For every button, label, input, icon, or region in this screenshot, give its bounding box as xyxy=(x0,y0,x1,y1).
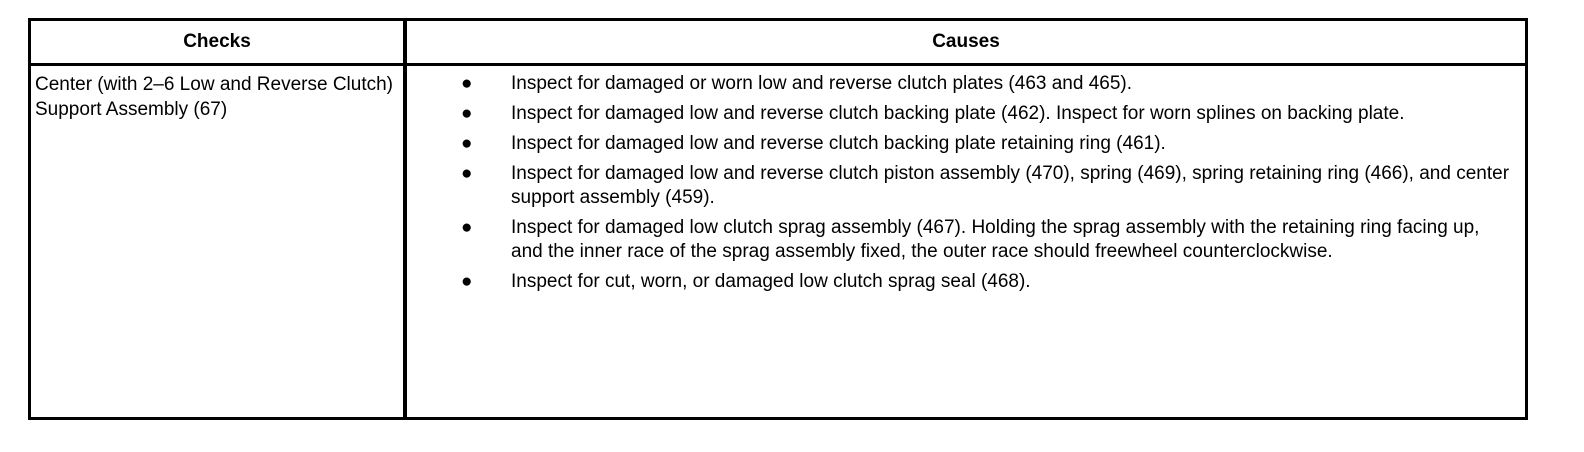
causes-column-header: Causes xyxy=(405,21,1525,65)
table-header-row xyxy=(31,21,1525,65)
cause-text: Inspect for damaged low and reverse clutch piston assembly (470), spring (469), spring retaining ring (466), and center support assembly (459). xyxy=(511,163,1510,208)
cause-item xyxy=(407,72,1515,96)
causes-cell xyxy=(405,65,1525,418)
cause-text: Inspect for cut, worn, or damaged low clutch sprag seal (468). xyxy=(511,271,1031,292)
check-cell: Center (with 2–6 Low and Reverse Clutch) Support Assembly (67) xyxy=(31,65,405,418)
cause-item xyxy=(407,132,1515,156)
cause-text: Inspect for damaged low clutch sprag assembly (467). Holding the sprag assembly with the retaining ring facing up, and the inner race of the sprag assembly fixed, the outer race should freewheel counterclockwise. xyxy=(511,217,1480,262)
cause-text: Inspect for damaged low and reverse clutch backing plate retaining ring (461). xyxy=(511,133,1166,154)
causes-list xyxy=(407,72,1515,294)
table-row xyxy=(31,65,1525,418)
diagnostic-table xyxy=(28,18,1528,420)
cause-item xyxy=(407,102,1515,126)
bullet-icon: ● xyxy=(461,271,473,292)
cause-item xyxy=(407,216,1515,264)
cause-text: Inspect for damaged low and reverse clutch backing plate (462). Inspect for worn splines on backing plate. xyxy=(511,103,1405,124)
bullet-icon: ● xyxy=(461,133,473,154)
checks-column-header: Checks xyxy=(31,21,405,65)
bullet-icon: ● xyxy=(461,103,473,124)
cause-item xyxy=(407,162,1515,210)
checks-causes-table xyxy=(31,21,1525,417)
bullet-icon: ● xyxy=(461,163,473,184)
cause-text: Inspect for damaged or worn low and reverse clutch plates (463 and 465). xyxy=(511,73,1133,94)
bullet-icon: ● xyxy=(461,217,473,238)
cause-item xyxy=(407,270,1515,294)
bullet-icon: ● xyxy=(461,73,473,94)
